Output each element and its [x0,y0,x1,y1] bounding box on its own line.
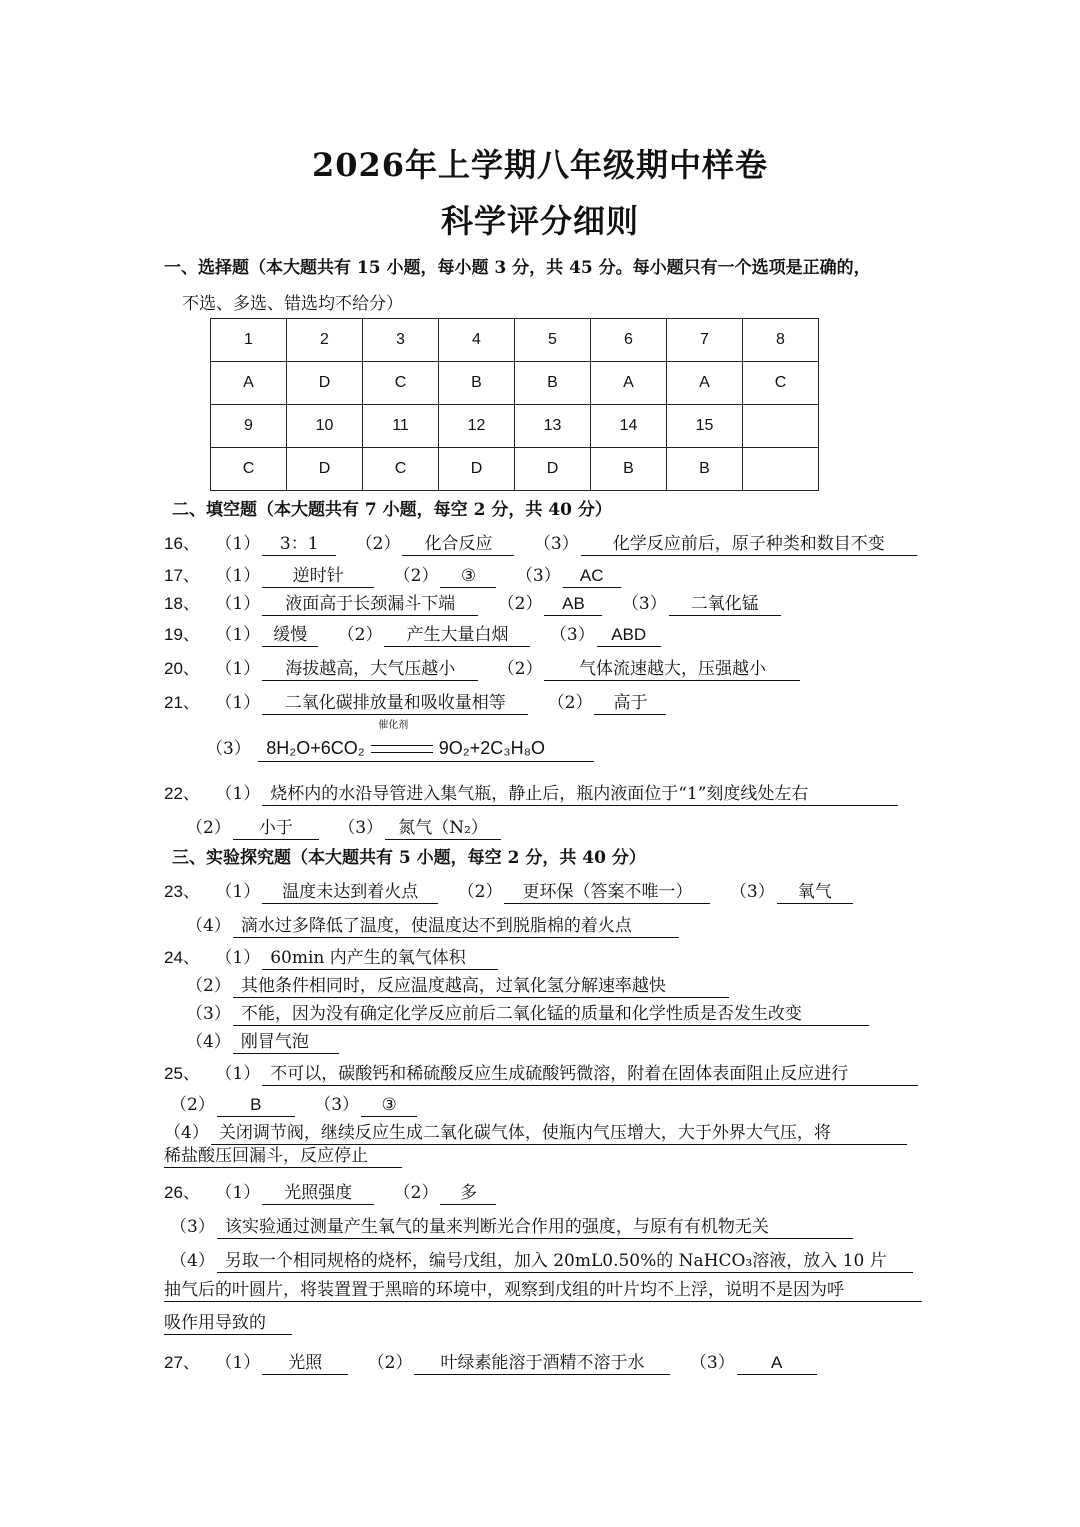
blank-label: （2） [367,1353,413,1373]
answer-blank: B [217,1095,295,1117]
answer-blank: 小于 [233,818,319,840]
answer-blank: 不可以，碳酸钙和稀硫酸反应生成硫酸钙微溶，附着在固体表面阻止反应进行 [262,1064,918,1086]
blank-label: （4） [170,1251,215,1271]
table-cell: 14 [591,405,667,448]
blank-label: （1） [215,594,261,614]
table-cell: 11 [363,405,439,448]
answer-blank: 高于 [594,693,666,715]
answer-blank: 滴水过多降低了温度，使温度达不到脱脂棉的着火点 [233,916,679,938]
table-cell: 12 [439,405,515,448]
equation-arrow [371,745,433,753]
table-row [211,362,819,405]
question-number: 21、 [164,693,200,712]
table-cell: D [439,448,515,491]
table-cell: 1 [211,319,287,362]
answer-blank: 关闭调节阀，继续反应生成二氧化碳气体，使瓶内气压增大，大于外界大气压，将 [211,1123,907,1145]
table-row [211,405,819,448]
answer-line-26-d [164,1280,936,1302]
table-row [211,319,819,362]
answer-blank: 另取一个相同规格的烧杯，编号戊组，加入 20mL0.50%的 NaHCO₃溶液，放入 10 片 [217,1251,913,1273]
answer-line-24-b [186,971,743,998]
answer-blank: 氧气 [777,882,853,904]
answer-line-19 [164,620,675,647]
answer-line-22 [164,779,912,806]
answer-blank: 氮气（N₂） [385,818,501,840]
blank-label: （1） [215,659,261,679]
answer-blank: 抽气后的叶圆片，将装置置于黑暗的环境中，观察到戊组的叶片均不上浮，说明不是因为呼 [164,1280,922,1302]
blank-label: （4） [164,1123,209,1143]
answer-blank: 气体流速越大，压强越小 [544,659,800,681]
catalyst-label: 催化剂 [378,720,409,731]
page-subtitle: 科学评分细则 [440,202,639,240]
table-row [211,448,819,491]
blank-label: （3） [170,1217,215,1237]
section1-heading: 一、选择题（本大题共有 15 小题，每小题 3 分，共 45 分。每小题只有一个选项是正确的， [164,258,871,278]
table-cell: 6 [591,319,667,362]
section3-heading: 三、实验探究题（本大题共有 5 小题，每空 2 分，共 40 分） [172,848,646,868]
answer-line-20 [164,654,814,681]
table-cell: B [591,448,667,491]
question-number: 22、 [164,784,200,803]
table-cell: C [743,362,819,405]
answer-blank: 缓慢 [262,625,318,647]
answer-blank: 液面高于长颈漏斗下端 [262,594,478,616]
question-number: 26、 [164,1183,200,1202]
blank-label: （3） [689,1353,735,1373]
answer-line-22-b [186,813,515,840]
table-cell: 8 [743,319,819,362]
table-cell: B [439,362,515,405]
question-number: 23、 [164,882,200,901]
table-cell: 10 [287,405,363,448]
blank-label: （3） [621,594,667,614]
answer-blank: ③ [361,1095,417,1117]
answer-blank: 稀盐酸压回漏斗，反应停止 [164,1146,402,1168]
blank-label: （2） [355,534,401,554]
answer-blank: 光照强度 [262,1183,374,1205]
blank-label: （1） [215,625,261,645]
answer-line-26-e [164,1313,306,1335]
answer-line-26-c [170,1246,927,1273]
table-cell: D [515,448,591,491]
answer-blank: 叶绿素能溶于酒精不溶于水 [414,1353,670,1375]
answer-blank: AC [563,566,621,588]
answer-line-25-b [170,1090,431,1117]
blank-label: （1） [215,1353,261,1373]
blank-label: （4） [186,1032,231,1052]
blank-label: （2） [497,594,543,614]
answer-blank: 化学反应前后，原子种类和数目不变 [581,534,917,556]
blank-label: （2） [547,693,593,713]
answer-blank: 3：1 [262,534,336,556]
answer-blank: AB [544,594,602,616]
table-cell: D [287,448,363,491]
answer-blank: 二氧化锰 [669,594,781,616]
blank-label: （2） [186,818,231,838]
answer-blank: 海拔越高，大气压越小 [262,659,478,681]
table-cell: 4 [439,319,515,362]
section2-heading: 二、填空题（本大题共有 7 小题，每空 2 分，共 40 分） [172,500,612,520]
answer-blank: 逆时针 [262,566,374,588]
blank-label: （1） [215,1064,261,1084]
question-number: 20、 [164,659,200,678]
blank-label: （1） [215,566,261,586]
blank-label: （2） [337,625,383,645]
answer-blank: 化合反应 [402,534,514,556]
table-cell: C [211,448,287,491]
table-cell [743,448,819,491]
question-number: 17、 [164,566,200,585]
answer-line-17 [164,561,635,588]
blank-label: （2） [497,659,543,679]
table-cell: D [287,362,363,405]
chemical-equation [258,720,594,762]
blank-label: （3） [186,1004,231,1024]
equation-reactants: 8H₂O+6CO₂ [266,738,365,758]
blank-label: （1） [215,882,261,902]
blank-label: （1） [215,534,261,554]
question-number: 24、 [164,948,200,967]
table-cell: B [515,362,591,405]
table-cell: 3 [363,319,439,362]
answer-line-16 [164,529,931,556]
answer-line-25 [164,1059,932,1086]
blank-label: （2） [457,882,503,902]
table-cell: A [667,362,743,405]
question-number: 16、 [164,534,200,553]
answer-blank: 多 [440,1183,496,1205]
answer-line-21-3 [206,720,608,762]
answer-blank: 其他条件相同时，反应温度越高，过氧化氢分解速率越快 [233,976,729,998]
blank-label: （3） [515,566,561,586]
page-title: 2026年上学期八年级期中样卷 [311,146,769,184]
answer-blank: ③ [440,566,496,588]
answer-blank: 该实验通过测量产生氧气的量来判断光合作用的强度，与原有有机物无关 [217,1217,853,1239]
section1-heading-cont: 不选、多选、错选均不给分） [182,294,403,314]
answer-blank: 不能，因为没有确定化学反应前后二氧化锰的质量和化学性质是否发生改变 [233,1004,869,1026]
answer-blank: A [737,1353,817,1375]
answer-blank: 光照 [262,1353,348,1375]
table-cell [743,405,819,448]
answer-line-24-d [186,1027,353,1054]
answer-blank: 刚冒气泡 [233,1032,339,1054]
answer-blank: 温度未达到着火点 [262,882,438,904]
blank-label: （4） [186,916,231,936]
blank-label: （2） [170,1095,215,1115]
question-number: 19、 [164,625,200,644]
answer-blank: 烧杯内的水沿导管进入集气瓶，静止后，瓶内液面位于“1”刻度线处左右 [262,784,898,806]
answer-blank: 二氧化碳排放量和吸收量相等 [262,693,528,715]
table-cell: A [591,362,667,405]
blank-label: （2） [393,566,439,586]
table-cell: C [363,362,439,405]
answer-line-23 [164,877,867,904]
answer-line-27 [164,1348,831,1375]
table-cell: 2 [287,319,363,362]
question-number: 18、 [164,594,200,613]
answer-blank: 更环保（答案不唯一） [504,882,710,904]
blank-label: （3） [549,625,595,645]
blank-label: （3） [314,1095,360,1115]
table-cell: 5 [515,319,591,362]
blank-label: （3） [206,739,251,759]
table-cell: B [667,448,743,491]
answer-line-21 [164,688,680,715]
blank-label: （3） [338,818,384,838]
choice-answer-table [210,318,819,491]
answer-line-26 [164,1178,510,1205]
answer-line-24-c [186,999,883,1026]
answer-blank: 吸作用导致的 [164,1313,292,1335]
table-cell: 7 [667,319,743,362]
blank-label: （1） [215,948,261,968]
blank-label: （2） [186,976,231,996]
answer-line-23-b [186,911,693,938]
answer-line-26-b [170,1212,867,1239]
answer-line-24 [164,943,512,970]
blank-label: （2） [393,1183,439,1203]
table-cell: 9 [211,405,287,448]
question-number: 25、 [164,1064,200,1083]
table-cell: 13 [515,405,591,448]
answer-line-25-c [164,1118,921,1145]
table-cell: A [211,362,287,405]
blank-label: （1） [215,693,261,713]
blank-label: （3） [533,534,579,554]
blank-label: （3） [729,882,775,902]
answer-blank: 60min 内产生的氧气体积 [262,948,498,970]
answer-line-25-d [164,1146,416,1168]
equation-products: 9O₂+2C₃H₈O [438,738,546,758]
table-cell: 15 [667,405,743,448]
question-number: 27、 [164,1353,200,1372]
answer-blank: ABD [597,625,661,647]
blank-label: （1） [215,784,261,804]
blank-label: （1） [215,1183,261,1203]
answer-line-18 [164,589,795,616]
answer-blank: 产生大量白烟 [384,625,530,647]
table-cell: C [363,448,439,491]
